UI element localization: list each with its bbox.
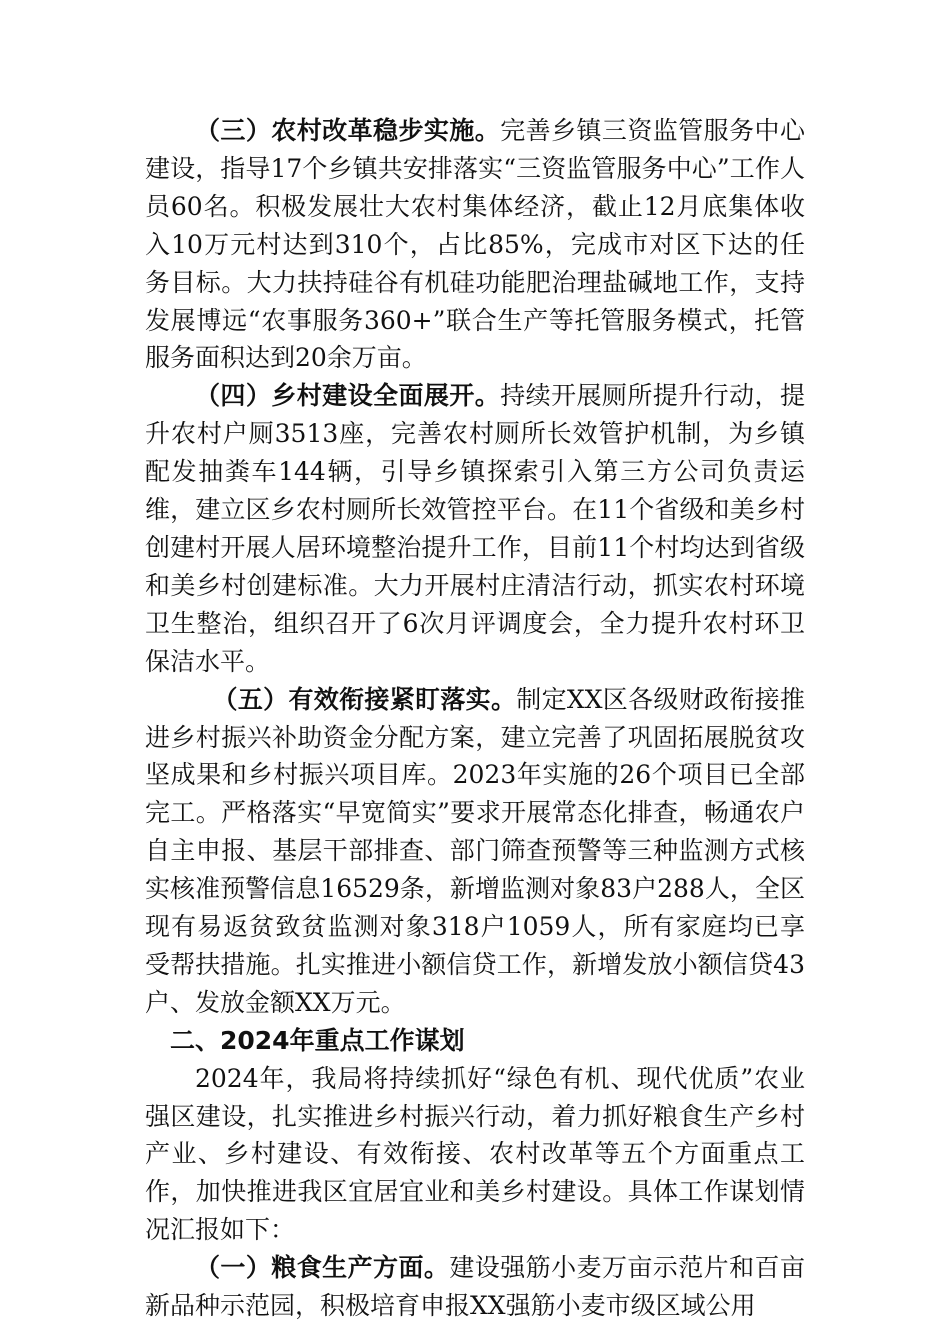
paragraph-text: 完善乡镇三资监管服务中心建设，指导17个乡镇共安排落实“三资监管服务中心”工作人员60名。积极发展壮大农村集体经济，截止12月底集体收入10万元村达到310个，占比85%，完成市对区下达的任务目标。大力扶持硅谷有机硅功能肥治理盐碱地工作，支持发展博远“农事服务360+”联合生产等托管服务模式，托管服务面积达到20余万亩。 [145,116,805,373]
paragraph-lead: （四）乡村建设全面展开。 [195,381,501,411]
paragraph-lead: （五）有效衔接紧盯落实。 [212,684,517,714]
paragraph-text: 建设强筋小麦万亩示范片和百亩新品种示范园，积极培育申报XX强筋小麦市级区域公用 [145,1253,805,1321]
paragraph-text: 制定XX区各级财政衔接推进乡村振兴补助资金分配方案，建立完善了巩固拓展脱贫攻坚成果和乡村振兴项目库。2023年实施的26个项目已全部完工。严格落实“早宽简实”要求开展常态化排查，畅通农户自主申报、基层干部排查、部门筛查预警等三种监测方式核实核准预警信息16529条，新增监测对象83户288人，全区现有易返贫致贫监测对象318户1059人，所有家庭均已享受帮扶措施。扎实推进小额信贷工作，新增发放小额信贷43户、发放金额XX万元。 [145,684,805,1017]
intro-paragraph: 2024年，我局将持续抓好“绿色有机、现代优质”农业强区建设，扎实推进乡村振兴行动，着力抓好粮食生产乡村产业、乡村建设、有效衔接、农村改革等五个方面重点工作，加快推进我区宜居宜业和美乡村建设。具体工作谋划情况汇报如下： [145,1063,805,1245]
paragraph-lead: （三）农村改革稳步实施。 [195,116,501,145]
paragraph-lead: （一）粮食生产方面。 [195,1253,450,1283]
paragraph-rural-reform [145,112,805,377]
paragraph-text: 持续开展厕所提升行动，提升农村户厕3513座，完善农村厕所长效管护机制，为乡镇配发抽粪车144辆，引导乡镇探索引入第三方公司负责运维，建立区乡农村厕所长效管控平台。在11个省级和美乡村创建村开展人居环境整治提升工作，目前11个村均达到省级和美乡村创建标准。大力开展村庄清洁行动，抓实农村环境卫生整治，组织召开了6次月评调度会，全力提升农村环卫保洁水平。 [145,381,805,676]
document-body [145,112,805,1325]
section-heading: 二、2024年重点工作谋划 [170,1025,465,1055]
paragraph-effective-connection [145,681,805,1022]
paragraph-rural-construction [145,377,805,680]
paragraph-grain-production [145,1249,805,1325]
